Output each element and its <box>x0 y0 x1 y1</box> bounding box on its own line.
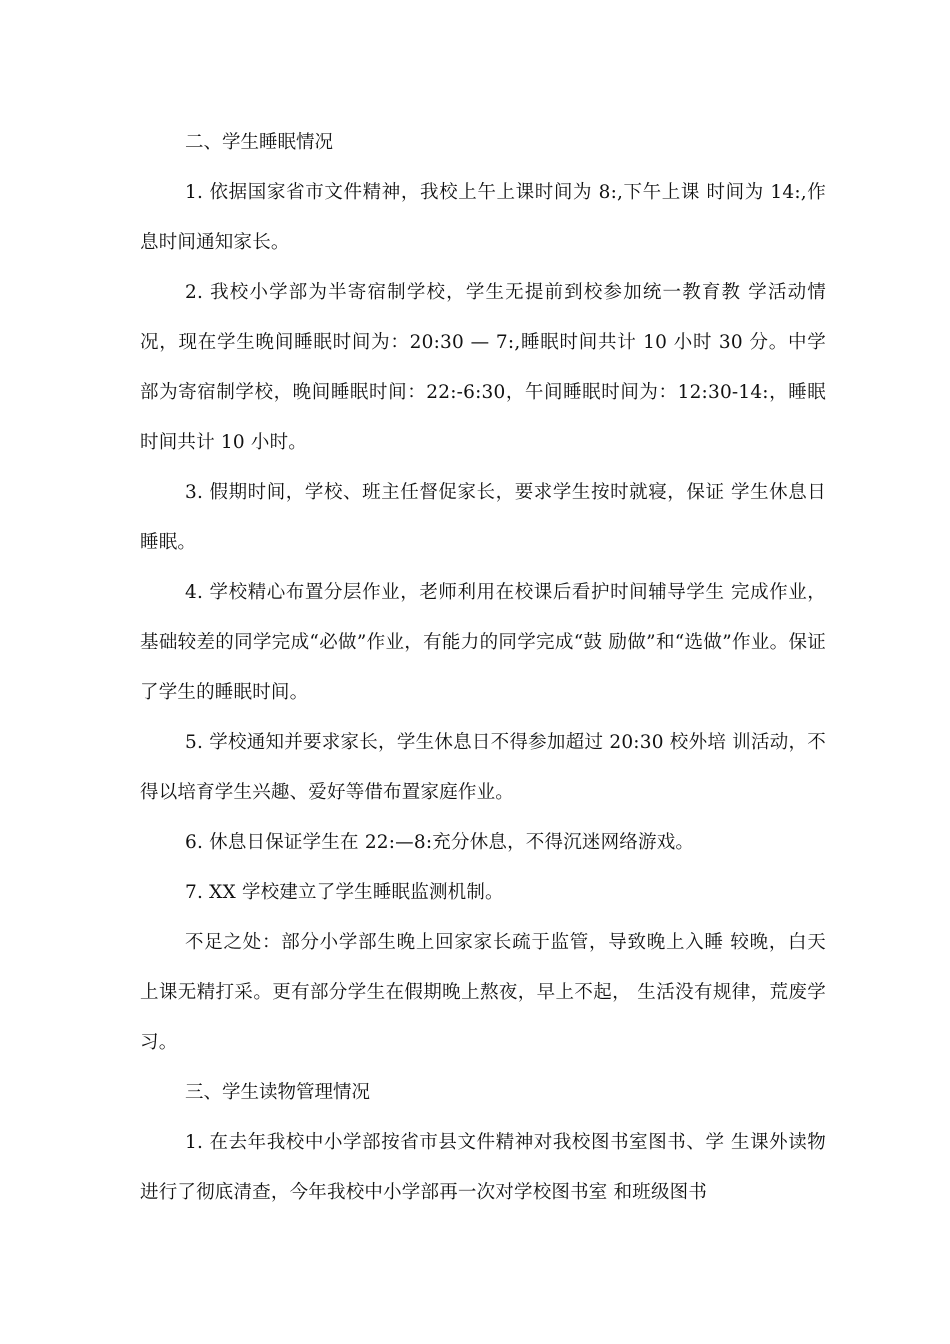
paragraph-3: 3. 假期时间，学校、班主任督促家长，要求学生按时就寝，保证 学生休息日睡眠。 <box>140 482 826 553</box>
paragraph-5: 5. 学校通知并要求家长，学生休息日不得参加超过 20:30 校外培 训活动，不得以培育学生兴趣、爱好等借布置家庭作业。 <box>140 732 826 803</box>
paragraph-1: 1. 依据国家省市文件精神，我校上午上课时间为 8:,下午上课 时间为 14:,作息时间通知家长。 <box>140 182 826 253</box>
paragraph-2: 2. 我校小学部为半寄宿制学校，学生无提前到校参加统一教育教 学活动情况，现在学生晚间睡眠时间为：20:30 — 7:,睡眠时间共计 10 小时 30 分。中学部为寄宿制学校，晚间睡眠时间：22:-6:30，午间睡眠时间为：12:30-14:，睡眠时间共计 10 小时。 <box>140 282 826 453</box>
paragraph-shortcomings: 不足之处：部分小学部生晚上回家家长疏于监管，导致晚上入睡 较晚，白天上课无精打采。更有部分学生在假期晚上熬夜，早上不起， 生活没有规律，荒废学习。 <box>140 932 826 1053</box>
paragraph-reading-1: 1. 在去年我校中小学部按省市县文件精神对我校图书室图书、学 生课外读物进行了彻底清查，今年我校中小学部再一次对学校图书室 和班级图书 <box>140 1132 826 1203</box>
paragraph-7: 7. XX 学校建立了学生睡眠监测机制。 <box>185 882 504 903</box>
paragraph-6: 6. 休息日保证学生在 22:—8:充分休息，不得沉迷网络游戏。 <box>185 832 695 853</box>
document-body <box>140 118 826 1218</box>
paragraph-4: 4. 学校精心布置分层作业，老师利用在校课后看护时间辅导学生 完成作业，基础较差的同学完成“必做”作业，有能力的同学完成“鼓 励做”和“选做”作业。保证了学生的睡眠时间。 <box>140 582 826 703</box>
section-heading-sleep: 二、学生睡眠情况 <box>185 132 334 153</box>
section-heading-reading: 三、学生读物管理情况 <box>185 1082 371 1103</box>
